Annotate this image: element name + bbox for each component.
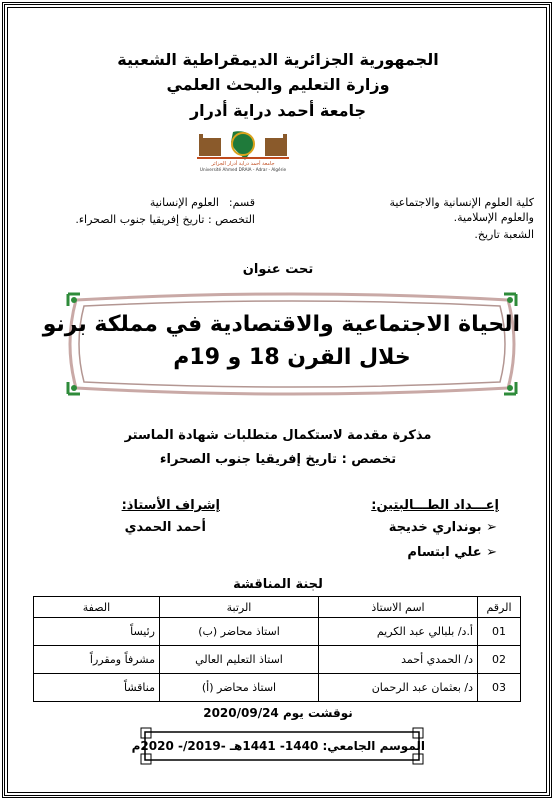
cell-rank: استاذ محاضر (ب) [160, 618, 319, 646]
thesis-title-line1: الحياة الاجتماعية والاقتصادية في مملكة برنو [42, 312, 520, 337]
title-ornamental-frame [42, 290, 520, 398]
supervisor-name: أحمد الحمدي [124, 520, 206, 535]
specialty-line2: تخصص : تاريخ إفريقيا جنوب الصحراء [159, 452, 397, 467]
university-logo [193, 128, 293, 174]
header-number: الرقم [478, 597, 521, 618]
cell-number: 02 [478, 646, 521, 674]
cell-name: د/ بعثمان عبد الرحمان [319, 674, 478, 702]
table-header-row [34, 597, 521, 618]
under-title: تحت عنوان [242, 262, 314, 277]
logo-text-ar: جامعة أحمد دراية أدرار الجزائر [211, 161, 275, 167]
supervisor-label: إشراف الأستاذ: [121, 498, 220, 513]
cell-number: 01 [478, 618, 521, 646]
committee-title: لجنة المناقشة [233, 577, 323, 592]
cell-role: مشرفاً ومقرراً [34, 646, 160, 674]
student-2: ➢ علي ابتسام [407, 545, 497, 560]
cell-name: أ.د/ بلبالي عبد الكريم [319, 618, 478, 646]
checkmark-arrow-icon: ➢ [481, 545, 497, 560]
defense-date: نوقشت يوم 2020/09/24 [203, 706, 353, 720]
cell-role: مناقشاً [34, 674, 160, 702]
faculty-line1: كلية العلوم الإنسانية والاجتماعية [389, 196, 534, 209]
header-rank: الرتبة [160, 597, 319, 618]
faculty-line3: الشعبة تاريخ. [474, 228, 534, 241]
header-name: اسم الاستاذ [319, 597, 478, 618]
specialty-line: التخصص : تاريخ إفريقيا جنوب الصحراء. [75, 213, 255, 226]
thesis-title-line2: خلال القرن 18 و 19م [173, 345, 411, 370]
logo-text-fr: Université Ahmed DRAIA - Adrar - Algérie [199, 167, 287, 172]
table-row [34, 674, 521, 702]
academic-year: الموسم الجامعي: 1440- 1441هـ -2019/- 2020م [131, 739, 425, 753]
table-row [34, 618, 521, 646]
memo-line: مذكرة مقدمة لاستكمال متطلبات شهادة الماستر [124, 428, 432, 443]
ministry-heading: وزارة التعليم والبحث العلمي [166, 75, 390, 94]
cell-rank: استاذ محاضر (أ) [160, 674, 319, 702]
cell-rank: استاذ التعليم العالي [160, 646, 319, 674]
department-value: العلوم الإنسانية [149, 196, 219, 209]
republic-heading: الجمهورية الجزائرية الديمقراطية الشعبية [117, 50, 439, 69]
checkmark-arrow-icon: ➢ [481, 520, 497, 535]
header-role: الصفة [34, 597, 160, 618]
cell-number: 03 [478, 674, 521, 702]
student-1: ➢ بونداري خديجة [388, 520, 497, 535]
table-row [34, 646, 521, 674]
university-heading: جامعة أحمد دراية أدرار [189, 101, 367, 120]
department-label: قسم: [228, 196, 255, 209]
cell-name: د/ الحمدي أحمد [319, 646, 478, 674]
cell-role: رئيساً [34, 618, 160, 646]
faculty-line2: والعلوم الإسلامية. [453, 211, 534, 224]
committee-table [33, 596, 521, 702]
students-label: إعـــداد الطـــالبتين: [371, 498, 499, 513]
